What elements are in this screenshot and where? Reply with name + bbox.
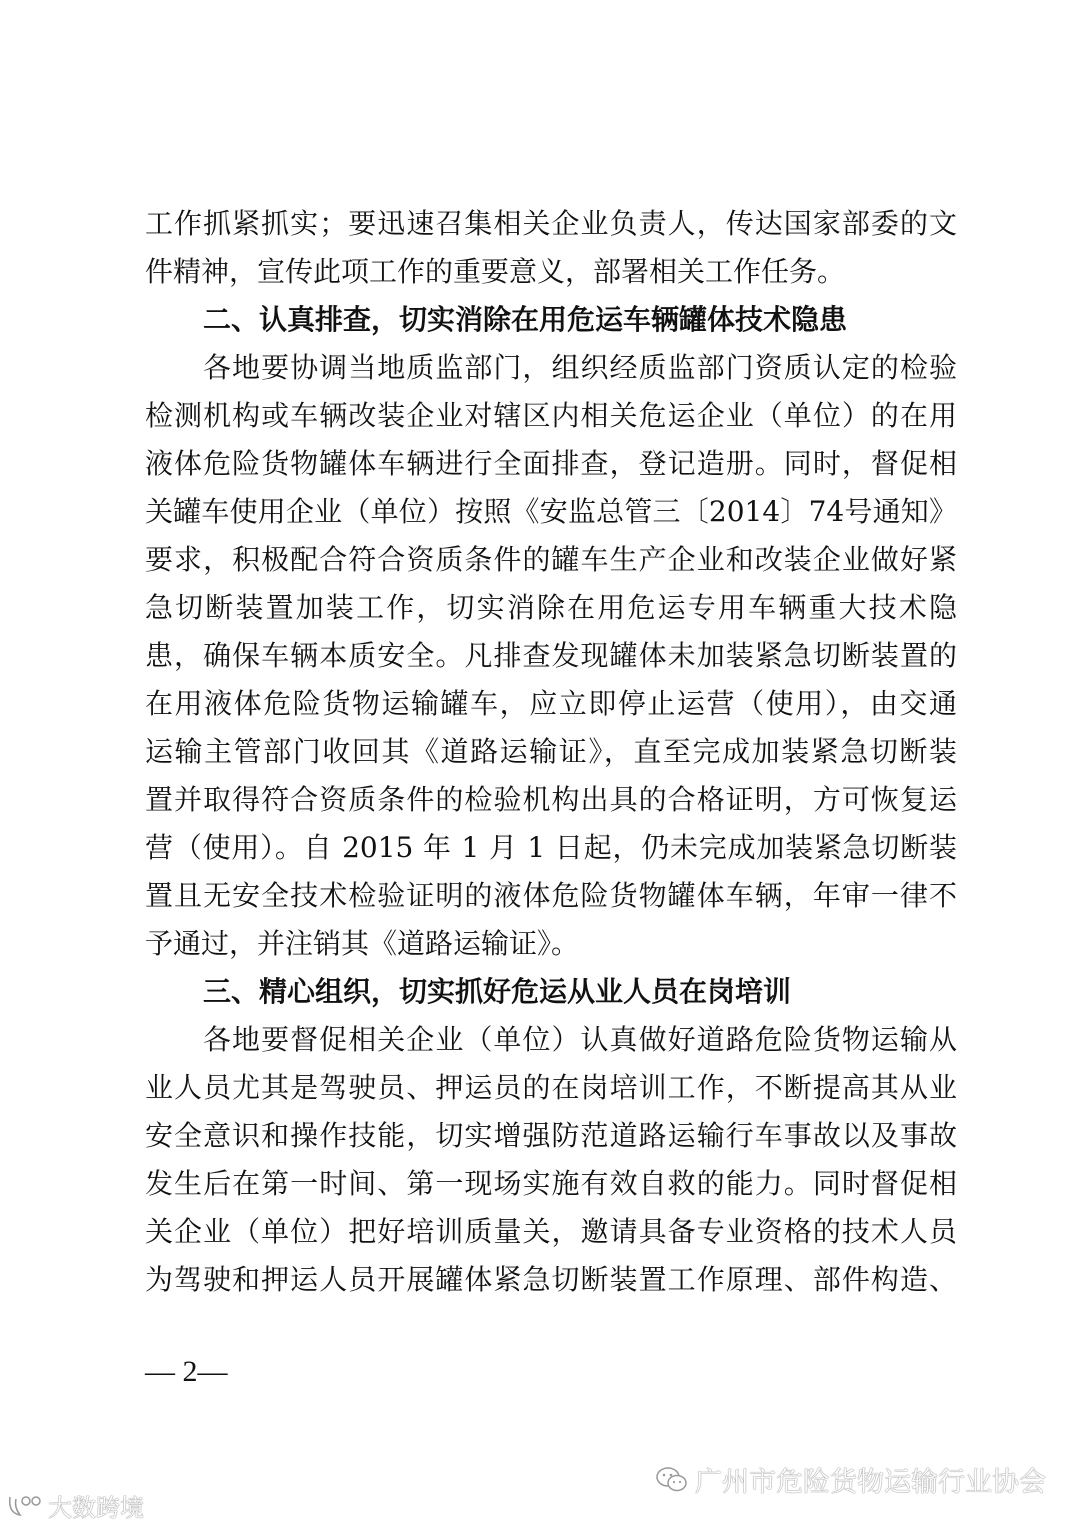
text-line: 各地要协调当地质监部门，组织经质监部门资质认定的检验 bbox=[203, 351, 957, 384]
watermark-association-name: 广州市危险货物运输行业协会 bbox=[695, 1467, 1046, 1498]
text-line: 运输主管部门收回其《道路运输证》，直至完成加装紧急切断装 bbox=[145, 735, 957, 768]
text-line: 置且无安全技术检验证明的液体危险货物罐体车辆，年审一律不 bbox=[145, 879, 957, 912]
text-line: 各地要督促相关企业（单位）认真做好道路危险货物运输从 bbox=[203, 1023, 957, 1056]
brand-logo-icon bbox=[6, 1493, 44, 1519]
text-line: 关罐车使用企业（单位）按照《安监总管三〔2014〕74号通知》 bbox=[145, 495, 957, 528]
text-line: 件精神，宣传此项工作的重要意义，部署相关工作任务。 bbox=[145, 255, 846, 288]
watermark-brand-name: 大数跨境 bbox=[48, 1494, 144, 1522]
text-line: 检测机构或车辆改装企业对辖区内相关危运企业（单位）的在用 bbox=[145, 399, 957, 432]
text-line: 工作抓紧抓实；要迅速召集相关企业负责人，传达国家部委的文 bbox=[145, 207, 957, 240]
text-line: 要求，积极配合符合资质条件的罐车生产企业和改装企业做好紧 bbox=[145, 543, 957, 576]
document-body bbox=[145, 200, 957, 1304]
text-line: 业人员尤其是驾驶员、押运员的在岗培训工作，不断提高其从业 bbox=[145, 1071, 957, 1104]
page-number: — 2— bbox=[145, 1355, 228, 1388]
text-line: 患，确保车辆本质安全。凡排查发现罐体未加装紧急切断装置的 bbox=[145, 639, 957, 672]
text-line: 液体危险货物罐体车辆进行全面排查，登记造册。同时，督促相 bbox=[145, 447, 957, 480]
wechat-watermark bbox=[655, 1460, 1046, 1499]
text-line: 营（使用）。自 2015 年 1 月 1 日起，仍未完成加装紧急切断装 bbox=[145, 831, 957, 864]
brand-watermark bbox=[6, 1488, 144, 1523]
text-line: 置并取得符合资质条件的检验机构出具的合格证明，方可恢复运 bbox=[145, 783, 957, 816]
text-line: 安全意识和操作技能，切实增强防范道路运输行车事故以及事故 bbox=[145, 1119, 957, 1152]
wechat-icon bbox=[655, 1466, 689, 1494]
text-line: 予通过，并注销其《道路运输证》。 bbox=[145, 927, 580, 960]
text-line: 关企业（单位）把好培训质量关，邀请具备专业资格的技术人员 bbox=[145, 1215, 957, 1248]
text-line: 发生后在第一时间、第一现场实施有效自救的能力。同时督促相 bbox=[145, 1167, 957, 1200]
section-heading: 三、精心组织，切实抓好危运从业人员在岗培训 bbox=[203, 975, 792, 1008]
text-line: 在用液体危险货物运输罐车，应立即停止运营（使用），由交通 bbox=[145, 687, 957, 720]
text-line: 急切断装置加装工作，切实消除在用危运专用车辆重大技术隐 bbox=[145, 591, 957, 624]
section-heading: 二、认真排查，切实消除在用危运车辆罐体技术隐患 bbox=[203, 303, 848, 336]
text-line: 为驾驶和押运人员开展罐体紧急切断装置工作原理、部件构造、 bbox=[145, 1263, 957, 1296]
